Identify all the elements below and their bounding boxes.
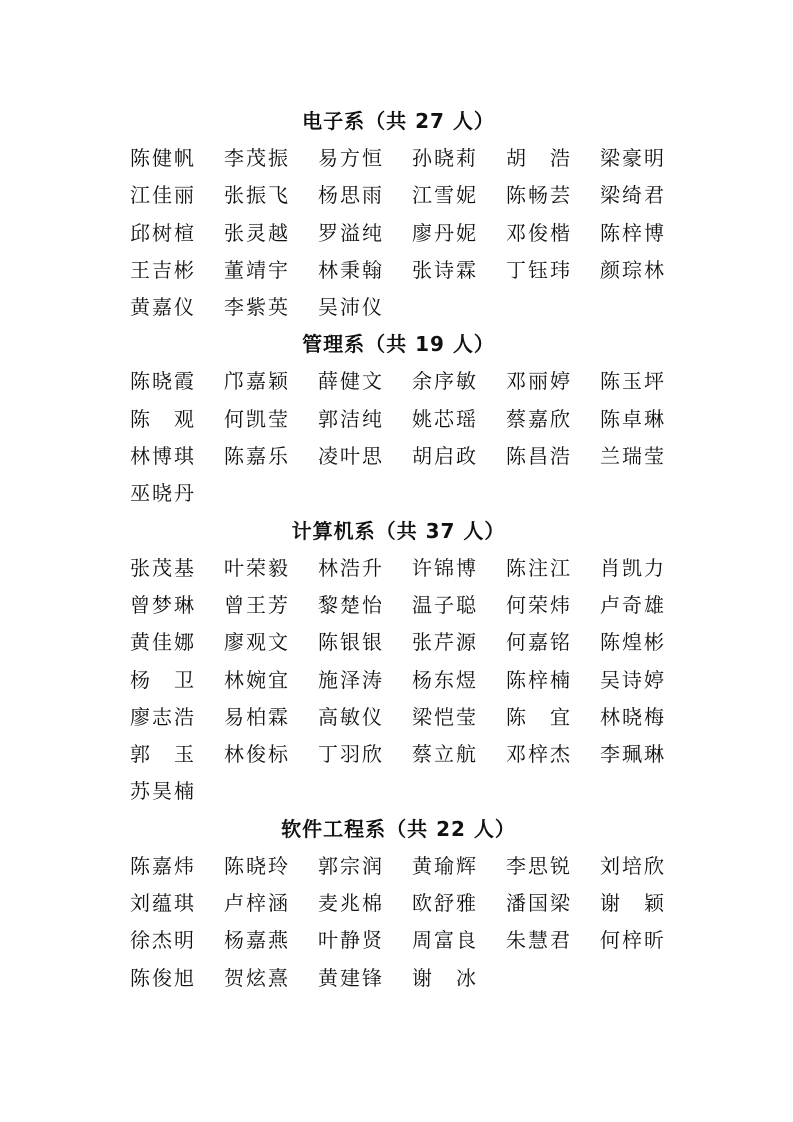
name-row <box>0 624 793 661</box>
student-name: 孙晓莉 <box>412 146 476 170</box>
student-name: 李思锐 <box>506 853 570 878</box>
student-name: 高敏仪 <box>318 704 382 729</box>
student-name: 吴诗婷 <box>600 667 664 692</box>
student-name: 叶静贤 <box>318 928 382 953</box>
student-name: 周富良 <box>412 928 476 953</box>
name-row <box>0 401 793 438</box>
student-name: 张诗霖 <box>412 257 476 282</box>
name-row <box>0 289 793 326</box>
student-name: 张茂基 <box>130 555 194 580</box>
name-row <box>0 662 793 699</box>
student-name: 张芹源 <box>412 630 476 655</box>
student-name: 徐杰明 <box>130 928 194 953</box>
student-name: 陈注江 <box>506 555 570 580</box>
student-name: 陈畅芸 <box>506 183 570 208</box>
name-row <box>0 438 793 475</box>
student-name: 陈银银 <box>318 630 382 655</box>
name-list-page <box>0 103 793 997</box>
name-row <box>0 773 793 810</box>
student-name: 曾梦琳 <box>130 592 194 617</box>
student-name: 谢 颖 <box>600 891 664 916</box>
student-name: 麦兆棉 <box>318 891 382 916</box>
name-row <box>0 848 793 885</box>
section-computer <box>0 513 793 811</box>
student-name: 姚芯瑶 <box>412 406 476 431</box>
student-name: 李茂振 <box>224 146 288 170</box>
student-name: 贺炫熹 <box>224 965 288 990</box>
student-name: 陈晓霞 <box>130 369 194 394</box>
name-row <box>0 140 793 177</box>
student-name: 邝嘉颖 <box>224 369 288 394</box>
student-name: 巫晓丹 <box>130 481 194 506</box>
student-name: 兰瑞莹 <box>600 444 664 469</box>
student-name: 陈卓琳 <box>600 406 664 431</box>
student-name: 丁羽欣 <box>318 742 382 767</box>
student-name: 张灵越 <box>224 220 288 245</box>
student-name: 蔡嘉欣 <box>506 406 570 431</box>
section-title: 计算机系（共 37 人） <box>291 518 506 543</box>
student-name: 何凯莹 <box>224 406 288 431</box>
student-name: 颜琮林 <box>600 257 664 282</box>
name-row <box>0 252 793 289</box>
student-name: 郭洁纯 <box>318 406 382 431</box>
name-row <box>0 736 793 773</box>
student-name: 陈梓楠 <box>506 667 570 692</box>
student-name: 梁绮君 <box>600 183 664 208</box>
name-row <box>0 885 793 922</box>
student-name: 黄嘉仪 <box>130 295 194 320</box>
section-title: 电子系（共 27 人） <box>302 109 495 133</box>
student-name: 杨思雨 <box>318 183 382 208</box>
student-name: 江佳丽 <box>130 183 194 208</box>
student-name: 卢梓涵 <box>224 891 288 916</box>
student-name: 郭 玉 <box>130 742 194 767</box>
student-name: 陈梓博 <box>600 220 664 245</box>
section-title: 管理系（共 19 人） <box>302 332 495 357</box>
student-name: 杨 卫 <box>130 667 194 692</box>
student-name: 陈昌浩 <box>506 444 570 469</box>
student-name: 陈煌彬 <box>600 630 664 655</box>
name-row <box>0 177 793 214</box>
name-row <box>0 587 793 624</box>
student-name: 施泽涛 <box>318 667 382 692</box>
student-name: 温子聪 <box>412 592 476 617</box>
student-name: 梁豪明 <box>600 146 664 170</box>
student-name: 董靖宇 <box>224 257 288 282</box>
student-name: 邓丽婷 <box>506 369 570 394</box>
student-name: 罗溢纯 <box>318 220 382 245</box>
student-name: 易柏霖 <box>224 704 288 729</box>
student-name: 黄建锋 <box>318 965 382 990</box>
student-name: 李紫英 <box>224 295 288 320</box>
student-name: 林俊标 <box>224 742 288 767</box>
section-title: 软件工程系（共 22 人） <box>281 816 516 841</box>
student-name: 林浩升 <box>318 555 382 580</box>
student-name: 陈 观 <box>130 406 194 431</box>
student-name: 陈嘉乐 <box>224 444 288 469</box>
student-name: 廖丹妮 <box>412 220 476 245</box>
student-name: 许锦博 <box>412 555 476 580</box>
student-name: 叶荣毅 <box>224 555 288 580</box>
name-row <box>0 550 793 587</box>
student-name: 胡 浩 <box>506 146 570 170</box>
student-name: 江雪妮 <box>412 183 476 208</box>
student-name: 李珮琳 <box>600 742 664 767</box>
student-name: 陈晓玲 <box>224 853 288 878</box>
student-name: 凌叶思 <box>318 444 382 469</box>
student-name: 张振飞 <box>224 183 288 208</box>
student-name: 林博琪 <box>130 444 194 469</box>
student-name: 谢 冰 <box>412 965 476 990</box>
student-name: 潘国梁 <box>506 891 570 916</box>
student-name: 何嘉铭 <box>506 630 570 655</box>
student-name: 黎楚怡 <box>318 592 382 617</box>
student-name: 黄佳娜 <box>130 630 194 655</box>
student-name: 梁恺莹 <box>412 704 476 729</box>
student-name: 陈嘉炜 <box>130 853 194 878</box>
student-name: 陈健帆 <box>130 146 194 170</box>
section-electronics <box>0 103 793 326</box>
student-name: 刘蕴琪 <box>130 891 194 916</box>
student-name: 易方恒 <box>318 146 382 170</box>
student-name: 郭宗润 <box>318 853 382 878</box>
student-name: 邱树楦 <box>130 220 194 245</box>
student-name: 朱慧君 <box>506 928 570 953</box>
student-name: 余序敏 <box>412 369 476 394</box>
student-name: 杨嘉燕 <box>224 928 288 953</box>
student-name: 黄瑜辉 <box>412 853 476 878</box>
section-software-engineering <box>0 811 793 997</box>
student-name: 胡启政 <box>412 444 476 469</box>
student-name: 廖观文 <box>224 630 288 655</box>
student-name: 林婉宜 <box>224 667 288 692</box>
student-name: 薛健文 <box>318 369 382 394</box>
student-name: 肖凯力 <box>600 555 664 580</box>
section-management <box>0 326 793 512</box>
student-name: 曾王芳 <box>224 592 288 617</box>
student-name: 卢奇雄 <box>600 592 664 617</box>
name-row <box>0 215 793 252</box>
student-name: 王吉彬 <box>130 257 194 282</box>
student-name: 陈 宜 <box>506 704 570 729</box>
student-name: 刘培欣 <box>600 853 664 878</box>
student-name: 蔡立航 <box>412 742 476 767</box>
name-row <box>0 363 793 400</box>
student-name: 杨东煜 <box>412 667 476 692</box>
student-name: 林秉翰 <box>318 257 382 282</box>
student-name: 邓梓杰 <box>506 742 570 767</box>
student-name: 林晓梅 <box>600 704 664 729</box>
name-row <box>0 960 793 997</box>
student-name: 廖志浩 <box>130 704 194 729</box>
name-row <box>0 922 793 959</box>
student-name: 丁钰玮 <box>506 257 570 282</box>
student-name: 苏昊楠 <box>130 779 194 804</box>
student-name: 吴沛仪 <box>318 295 382 320</box>
student-name: 邓俊楷 <box>506 220 570 245</box>
student-name: 何荣炜 <box>506 592 570 617</box>
student-name: 欧舒雅 <box>412 891 476 916</box>
name-row <box>0 699 793 736</box>
student-name: 陈俊旭 <box>130 965 194 990</box>
student-name: 陈玉坪 <box>600 369 664 394</box>
name-row <box>0 475 793 512</box>
student-name: 何梓昕 <box>600 928 664 953</box>
